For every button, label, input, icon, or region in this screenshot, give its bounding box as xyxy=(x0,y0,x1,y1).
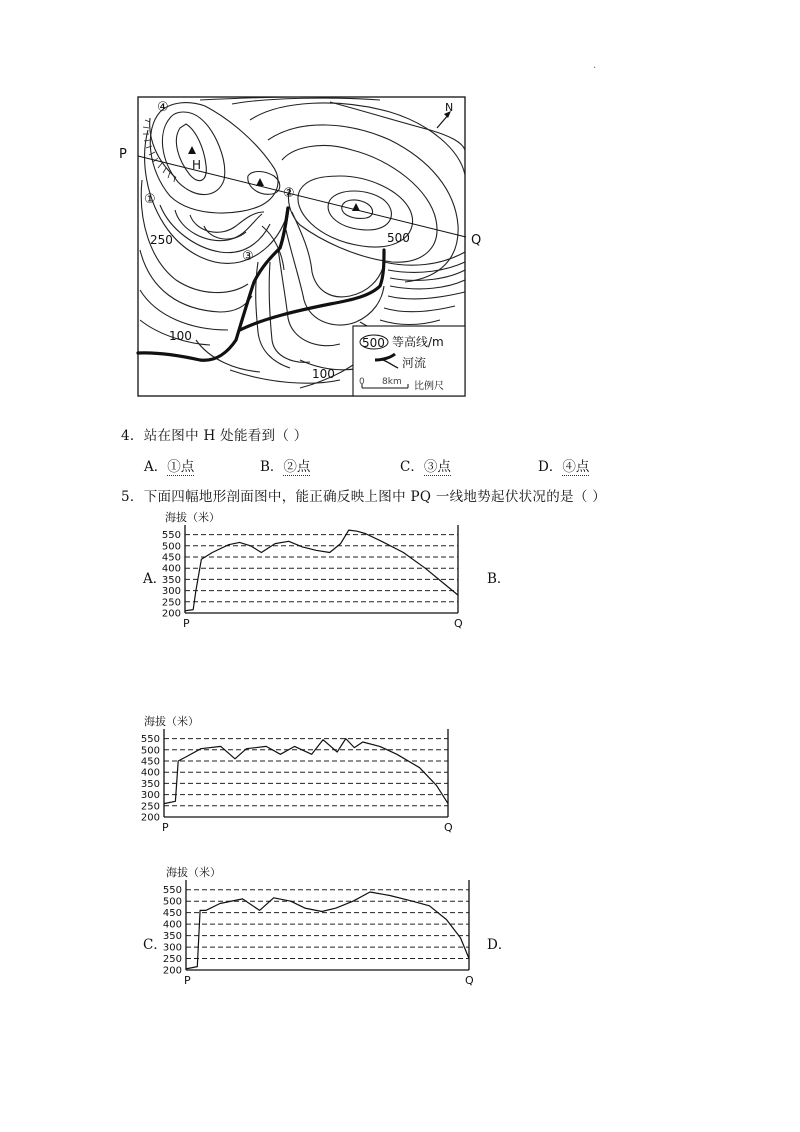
legend-contour-label: 等高线/m xyxy=(392,335,444,349)
q4-option-c[interactable] xyxy=(400,455,451,475)
north-label: N xyxy=(445,101,454,114)
label-p: P xyxy=(119,147,127,162)
legend-scale-zero: 0 xyxy=(359,377,365,387)
profile-b-tick-label: 500 xyxy=(140,745,160,757)
legend-contour-value: 500 xyxy=(362,336,385,350)
profile-c-tick-label: 300 xyxy=(162,942,182,954)
topographic-map xyxy=(118,88,498,400)
profile-a-label-q: Q xyxy=(454,617,463,630)
contour-250-label: 250 xyxy=(150,233,173,247)
profile-b-tick-label: 450 xyxy=(140,756,160,768)
profile-chart-b xyxy=(130,705,460,837)
q5-option-d[interactable]: D． xyxy=(487,937,512,953)
q4-option-d[interactable] xyxy=(538,455,589,475)
profile-a-tick-label: 450 xyxy=(161,552,181,564)
profile-b-tick-label: 350 xyxy=(140,778,160,790)
profile-b-ylabel: 海拔（米） xyxy=(144,715,199,728)
profile-b-label-q: Q xyxy=(444,821,453,834)
q5-option-b[interactable]: B． xyxy=(487,571,511,587)
profile-c-label-p: P xyxy=(184,974,191,987)
profile-c-ylabel: 海拔（米） xyxy=(166,866,221,879)
profile-c-tick-label: 450 xyxy=(162,908,182,920)
profile-a-ylabel: 海拔（米） xyxy=(165,511,220,524)
profile-a-elevation-line xyxy=(185,530,458,611)
q4-option-c-text: ③点 xyxy=(423,459,451,475)
profile-a-tick-label: 350 xyxy=(161,574,181,586)
contour-100-label-b: 100 xyxy=(312,367,335,381)
q4-option-a[interactable] xyxy=(144,455,194,475)
profile-c-label-q: Q xyxy=(465,974,474,987)
page-mark: . xyxy=(593,60,597,71)
profile-chart-a xyxy=(150,505,480,635)
profile-c-elevation-line xyxy=(186,892,469,969)
profile-b-label-p: P xyxy=(162,821,169,834)
q4-option-b-text: ②点 xyxy=(283,459,311,475)
question-4-text: 4．站在图中 H 处能看到（ ） xyxy=(121,428,308,444)
q4-option-d-text: ④点 xyxy=(562,459,590,475)
legend-scale-eight: 8km xyxy=(382,377,402,387)
profile-a-tick-label: 250 xyxy=(161,597,181,609)
legend-scale-label: 比例尺 xyxy=(414,381,444,392)
profile-b-tick-label: 400 xyxy=(140,767,160,779)
profile-b-tick-label: 200 xyxy=(140,812,160,824)
profile-c-tick-label: 400 xyxy=(162,919,182,931)
label-q: Q xyxy=(471,233,482,248)
q4-option-a-text: ①点 xyxy=(167,459,195,475)
point-3-label: ③ xyxy=(242,249,254,264)
q4-option-c-letter: C． xyxy=(400,459,424,475)
question-5-text: 5．下面四幅地形剖面图中，能正确反映上图中 PQ 一线地势起伏状况的是（ ） xyxy=(121,489,607,505)
profile-b-elevation-line xyxy=(164,739,448,804)
legend-river-label: 河流 xyxy=(402,356,427,370)
profile-a-tick-label: 550 xyxy=(161,530,181,542)
point-4-label: ④ xyxy=(157,100,169,115)
profile-c-tick-label: 350 xyxy=(162,931,182,943)
q5-option-c[interactable]: C． xyxy=(143,937,167,953)
profile-a-tick-label: 200 xyxy=(161,608,181,620)
q4-option-a-letter: A． xyxy=(144,459,168,475)
point-2-label: ② xyxy=(283,186,295,201)
profile-c-tick-label: 550 xyxy=(162,885,182,897)
profile-a-tick-label: 500 xyxy=(161,541,181,553)
profile-a-tick-label: 300 xyxy=(161,586,181,598)
profile-c-tick-label: 250 xyxy=(162,954,182,966)
label-h: H xyxy=(192,158,202,172)
contour-100-label-a: 100 xyxy=(169,329,192,343)
profile-a-label-p: P xyxy=(183,617,190,630)
q4-option-b-letter: B． xyxy=(260,459,284,475)
profile-c-tick-label: 200 xyxy=(162,965,182,977)
profile-a-tick-label: 400 xyxy=(161,563,181,575)
point-1-label: ① xyxy=(144,192,156,207)
q4-option-d-letter: D． xyxy=(538,459,563,475)
profile-b-tick-label: 300 xyxy=(140,790,160,802)
profile-b-tick-label: 550 xyxy=(140,734,160,746)
q5-option-a[interactable]: A． xyxy=(143,571,167,587)
profile-c-tick-label: 500 xyxy=(162,896,182,908)
contour-500-label: 500 xyxy=(387,231,410,245)
profile-b-tick-label: 250 xyxy=(140,801,160,813)
profile-chart-c xyxy=(150,860,490,990)
q4-option-b[interactable] xyxy=(260,455,310,475)
